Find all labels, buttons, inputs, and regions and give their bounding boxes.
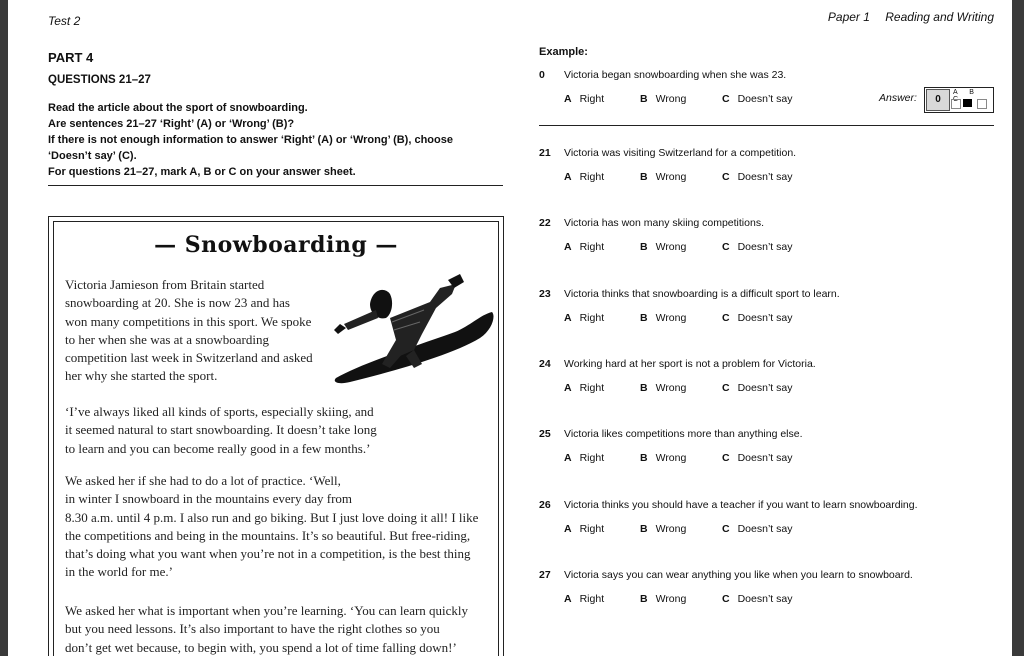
option-c[interactable]: C Doesn’t say: [722, 523, 793, 535]
article-line: We asked her what is important when you’re learning. ‘You can learn quickly: [65, 603, 469, 618]
question-text: Victoria was visiting Switzerland for a competition.: [564, 147, 797, 159]
article-line: We asked her if she had to do a lot of practice. ‘Well,: [65, 473, 341, 488]
test-label: Test 2: [48, 14, 81, 28]
lozenge-blank: [977, 99, 987, 109]
instruction-line: ‘Doesn’t say’ (C).: [48, 150, 137, 162]
article-title: — Snowboarding —: [154, 232, 398, 258]
article-line: competition last week in Switzerland and asked: [65, 350, 313, 366]
article-line: ‘I’ve always liked all kinds of sports, especially skiing, and: [65, 404, 374, 419]
paper-label: Paper 1: [827, 10, 870, 24]
instruction-line: If there is not enough information to answer ‘Right’ (A) or ‘Wrong’ (B), choose: [48, 134, 453, 146]
question-text: Victoria has won many skiing competitions.: [564, 217, 764, 229]
question-number: 0: [539, 69, 545, 81]
article-line: 8.30 a.m. until 4 p.m. I also run and go biking. But I just love doing it all! I like: [65, 509, 479, 525]
article-paragraph-1: [65, 276, 335, 386]
option-b[interactable]: B Wrong: [640, 241, 687, 253]
instruction-line: Read the article about the sport of snowboarding.: [48, 102, 308, 114]
article-line: it seemed natural to start snowboarding. It doesn’t take long: [65, 422, 377, 438]
question-text: Victoria says you can wear anything you like when you learn to snowboard.: [564, 569, 913, 581]
article-line: in winter I snowboard in the mountains every day from: [65, 491, 353, 507]
option-a[interactable]: A Right: [564, 93, 605, 105]
option-a[interactable]: A Right: [564, 171, 605, 183]
example-answer-box: [924, 87, 994, 113]
answer-box-number: 0: [926, 89, 950, 111]
option-a[interactable]: A Right: [564, 593, 605, 605]
instruction-line: Are sentences 21–27 ‘Right’ (A) or ‘Wrong’ (B)?: [48, 118, 295, 130]
article-line: snowboarding at 20. She is now 23 and has: [65, 295, 290, 311]
option-b[interactable]: B Wrong: [640, 171, 687, 183]
article-line: the competitions and being in the mountains. It’s so beautiful. But free-riding,: [65, 527, 471, 543]
option-a[interactable]: A Right: [564, 523, 605, 535]
article-paragraph-2: [65, 403, 405, 458]
option-b[interactable]: B Wrong: [640, 452, 687, 464]
article-line: to her when she was at a snowboarding: [65, 331, 269, 347]
article-line: her why she started the sport.: [65, 368, 218, 384]
article-line: won many competitions in this sport. We spoke: [65, 313, 312, 329]
option-c[interactable]: C Doesn’t say: [722, 171, 793, 183]
question-text: Working hard at her sport is not a problem for Victoria.: [564, 358, 816, 370]
article-line: in the world for me.’: [65, 564, 173, 580]
option-c[interactable]: C Doesn’t say: [722, 93, 793, 105]
instructions: [48, 100, 508, 180]
article-inner-border: [53, 221, 499, 656]
question-number: 27: [539, 569, 551, 581]
article-line: don’t get wet because, to begin with, you spend a lot of time falling down!’: [65, 639, 457, 655]
option-c[interactable]: C Doesn’t say: [722, 593, 793, 605]
answer-label: Answer:: [879, 92, 917, 104]
page-header: [816, 10, 994, 24]
question-number: 24: [539, 358, 551, 370]
option-b[interactable]: B Wrong: [640, 382, 687, 394]
question-number: 23: [539, 288, 551, 300]
option-a[interactable]: A Right: [564, 241, 605, 253]
question-number: 25: [539, 428, 551, 440]
option-a[interactable]: A Right: [564, 452, 605, 464]
exam-page: [8, 0, 1012, 656]
option-c[interactable]: C Doesn’t say: [722, 312, 793, 324]
option-a[interactable]: A Right: [564, 312, 605, 324]
question-number: 21: [539, 147, 551, 159]
option-b[interactable]: B Wrong: [640, 523, 687, 535]
option-c[interactable]: C Doesn’t say: [722, 382, 793, 394]
lozenge-a: [951, 99, 961, 109]
question-text: Victoria thinks that snowboarding is a difficult sport to learn.: [564, 288, 840, 300]
article-line: but you need lessons. It’s also important to have the right clothes so you: [65, 621, 440, 637]
snowboarder-illustration: [330, 260, 495, 400]
answer-box-letters: A B C: [953, 89, 979, 103]
article-box: [48, 216, 504, 656]
option-b[interactable]: B Wrong: [640, 593, 687, 605]
article-paragraph-4: [65, 602, 495, 656]
option-c[interactable]: C Doesn’t say: [722, 241, 793, 253]
question-text: Victoria began snowboarding when she was 23.: [564, 69, 787, 81]
instruction-line: For questions 21–27, mark A, B or C on your answer sheet.: [48, 166, 356, 178]
part-title: PART 4: [48, 50, 94, 65]
question-text: Victoria likes competitions more than anything else.: [564, 428, 803, 440]
option-c[interactable]: C Doesn’t say: [722, 452, 793, 464]
option-a[interactable]: A Right: [564, 382, 605, 394]
option-b[interactable]: B Wrong: [640, 312, 687, 324]
option-b[interactable]: B Wrong: [640, 93, 687, 105]
article-paragraph-3: [65, 472, 485, 582]
example-label: Example:: [539, 46, 588, 58]
article-line: to learn and you can become really good in a few months.’: [65, 440, 371, 456]
article-line: that’s doing what you want when you’re not in a competition, is the best thing: [65, 546, 471, 562]
article-line: Victoria Jamieson from Britain started: [65, 277, 265, 292]
section-label: Reading and Writing: [885, 10, 994, 24]
questions-range: QUESTIONS 21–27: [48, 74, 151, 86]
question-number: 26: [539, 499, 551, 511]
lozenge-c-filled: [963, 99, 972, 107]
question-text: Victoria thinks you should have a teacher if you want to learn snowboarding.: [564, 499, 918, 511]
divider: [48, 185, 503, 186]
divider: [539, 125, 994, 126]
question-number: 22: [539, 217, 551, 229]
